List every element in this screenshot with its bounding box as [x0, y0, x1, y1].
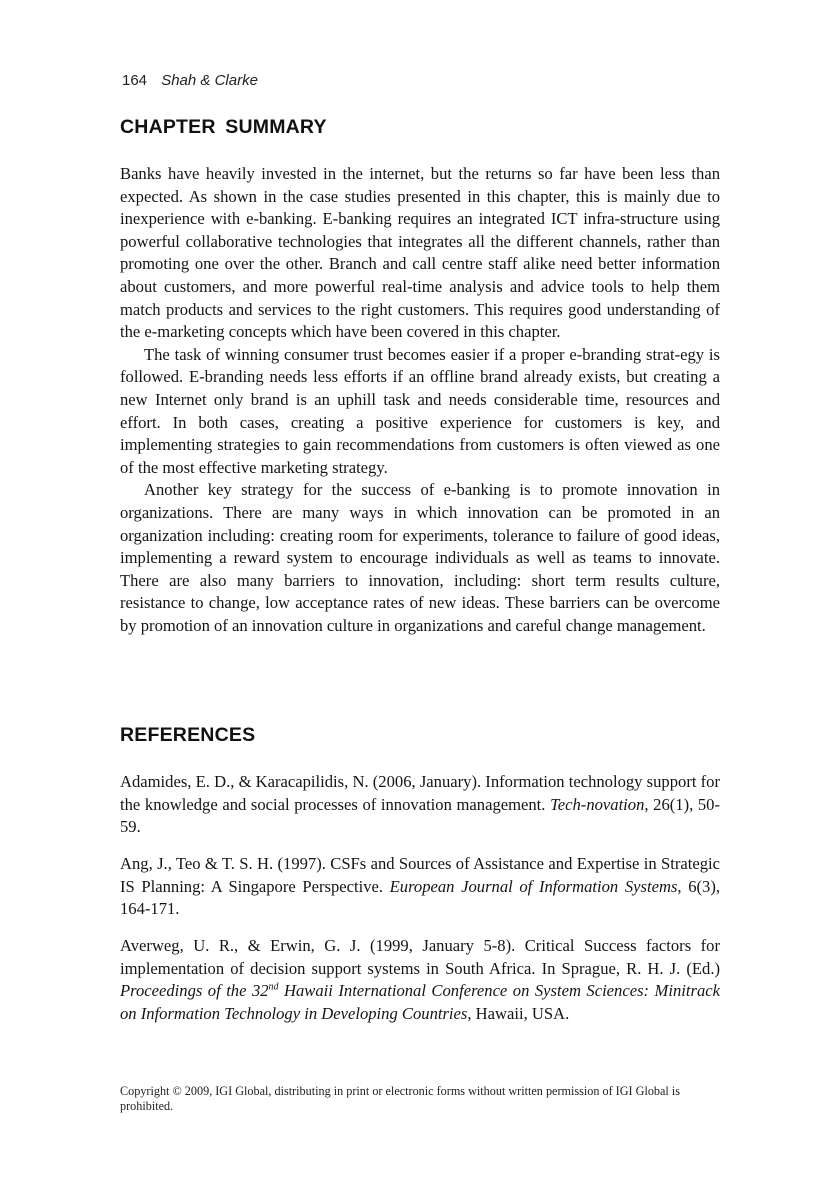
summary-paragraph: Banks have heavily invested in the internet, but the returns so far have been less than expected. As shown in the case studies presented in this chapter, this is mainly due to inexperience with e-banking. E-banking requires an integrated ICT infra-structure using powerful collaborative technologies that integrates all the different channels, rather than promoting one over the other. Branch and call centre staff alike need better information about customers, and more powerful real-time analysis and advice tools to help them match products and services to the right customers. This requires good understanding of the e-marketing concepts which have been covered in this chapter.: [120, 164, 720, 342]
chapter-summary-heading: CHAPTER SUMMARY: [120, 116, 327, 138]
reference-text: Averweg, U. R., & Erwin, G. J. (1999, January 5-8). Critical Success factors for implementation of decision support systems in South Africa. In Sprague, R. H. J. (Ed.): [120, 936, 720, 978]
reference-tail: , Hawaii, USA.: [467, 1003, 570, 1023]
reference-text: Adamides, E. D., & Karacapilidis, N. (2006, January). Information technology support for the knowledge and social processes of innovation management.: [120, 772, 720, 814]
reference-item: [120, 853, 720, 921]
summary-paragraph: The task of winning consumer trust becomes easier if a proper e-branding strat-egy is followed. E-branding needs less efforts if an offline brand already exists, but creating a new Internet only brand is an uphill task and needs considerable time, resources and effort. In both cases, creating a positive experience for customers is key, and implementing strategies to gain recommendations from customers is often viewed as one of the most effective marketing strategy.: [120, 344, 720, 477]
reference-tail: , 26(1), 50-59.: [120, 794, 720, 837]
references-heading: REFERENCES: [120, 724, 256, 746]
copyright-footer: Copyright © 2009, IGI Global, distributing in print or electronic forms without written permission of IGI Global is prohibited.: [120, 1084, 680, 1113]
reference-proceedings-b: Hawaii International Conference on System Sciences: Minitrack on Information Technology in Developing Countries: [120, 981, 720, 1023]
reference-proceedings-a: Proceedings of the 32: [120, 981, 269, 1001]
reference-proceedings: [120, 981, 720, 1023]
reference-tail: , 6(3), 164-171.: [120, 876, 720, 919]
summary-paragraph: Another key strategy for the success of e-banking is to promote innovation in organizations. There are many ways in which innovation can be promoted in an organization including: creating room for experiments, tolerance to failure of good ideas, implementing a reward system to encourage individuals as well as teams to innovate. There are also many barriers to innovation, including: short term results culture, resistance to change, low acceptance rates of new ideas. These barriers can be overcome by promotion of an innovation culture in organizations and careful change management.: [120, 480, 720, 635]
running-head: [122, 72, 258, 89]
page-number: 164: [122, 72, 148, 89]
reference-item: [120, 935, 720, 1025]
reference-journal: European Journal of Information Systems: [389, 876, 678, 896]
reference-journal: Tech-novation: [550, 794, 645, 814]
reference-item: [120, 771, 720, 839]
ordinal-suffix: nd: [268, 981, 279, 993]
running-head-authors: Shah & Clarke: [161, 72, 258, 89]
reference-text: Ang, J., Teo & T. S. H. (1997). CSFs and Sources of Assistance and Expertise in Strategic IS Planning: A Singapore Perspective.: [120, 854, 720, 896]
chapter-summary-body: [120, 163, 720, 637]
